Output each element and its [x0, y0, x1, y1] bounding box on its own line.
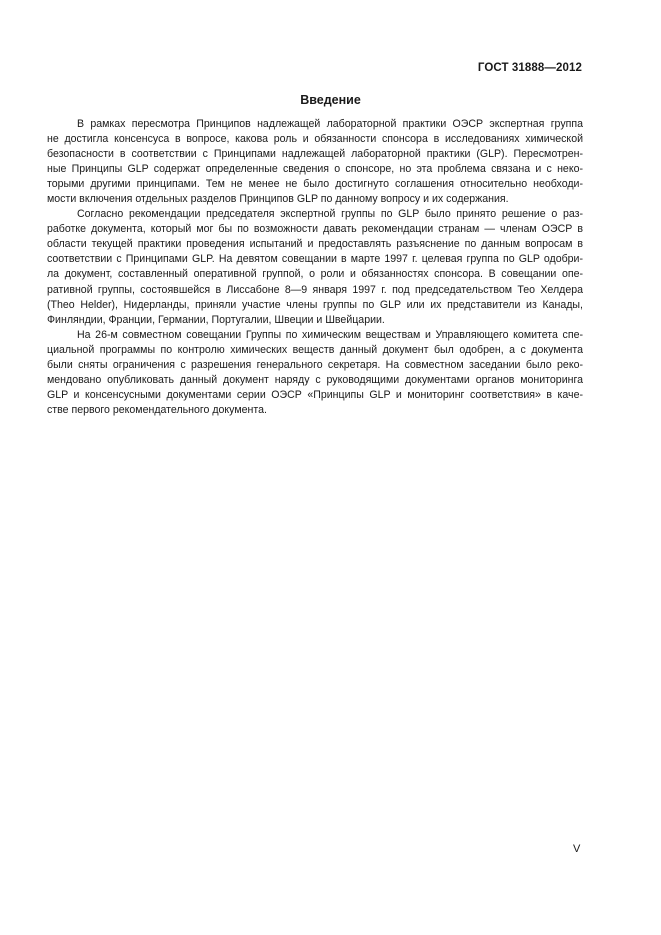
text-line: не достигла консенсуса в вопросе, какова роль и обязанности спонсора в исследованиях химической: [47, 133, 583, 146]
text-line: (Theo Helder), Нидерланды, приняли участие члены группы по GLP или их представители из Канады,: [47, 298, 583, 311]
text-line: безопасности в соответствии с Принципами надлежащей лабораторной практики (GLP). Пересмотрен-: [47, 148, 583, 161]
text-line: мости включения отдельных разделов Принципов GLP по данному вопросу и их содержания.: [47, 193, 509, 206]
text-line: области текущей практики проведения испытаний и предоставлять разъяснение по данным вопросам в: [47, 238, 583, 251]
paragraph-intro: [47, 117, 583, 207]
text-line: ративной группы, состоявшейся в Лиссабоне 8—9 января 1997 г. под председательством Тео Хелдера: [47, 283, 583, 296]
text-line: мендовано опубликовать данный документ наряду с руководящими документами органов мониторинга: [47, 373, 583, 386]
text-line: стве первого рекомендательного документа.: [47, 403, 267, 416]
page-number: V: [573, 843, 581, 855]
paragraph-sponsor-guidance: [47, 207, 583, 327]
standard-number: ГОСТ 31888—2012: [477, 62, 582, 74]
text-line: В рамках пересмотра Принципов надлежащей лабораторной практики ОЭСР экспертная группа: [77, 118, 583, 130]
text-line: торыми другими принципами. Тем не менее не было достигнуто соглашения относительно необходи-: [47, 178, 583, 191]
text-line: ные Принципы GLP содержат определенные сведения о спонсоре, но эта проблема связана и с неко-: [47, 163, 583, 176]
text-line: циальной программы по контролю химических веществ данный документ был одобрен, а с документа: [47, 343, 583, 356]
text-line: соответствии с Принципами GLP. На девятом совещании в марте 1997 г. целевая группа по GLP одобри-: [47, 253, 583, 266]
text-line: ла документ, составленный оперативной группой, о роли и обязанностях спонсора. В совещании опе-: [47, 268, 583, 281]
text-line: работке документа, который мог бы по возможности давать рекомендации странам — членам ОЭСР в: [47, 223, 583, 236]
text-line: Согласно рекомендации председателя экспертной группы по GLP было принято решение о раз-: [77, 208, 583, 221]
paragraph-approval: [47, 328, 583, 418]
body-text: [47, 117, 583, 418]
text-line: На 26-м совместном совещании Группы по химическим веществам и Управляющего комитета спе-: [77, 328, 583, 341]
text-line: GLP и консенсусными документами серии ОЭСР «Принципы GLP и мониторинг соответствия» в каче-: [47, 388, 583, 401]
text-line: были сняты ограничения с разрешения генерального секретаря. На совместном заседании было реко-: [47, 358, 583, 371]
section-title: Введение: [300, 93, 361, 107]
text-line: Финляндии, Франции, Германии, Португалии, Швеции и Швейцарии.: [47, 313, 385, 326]
